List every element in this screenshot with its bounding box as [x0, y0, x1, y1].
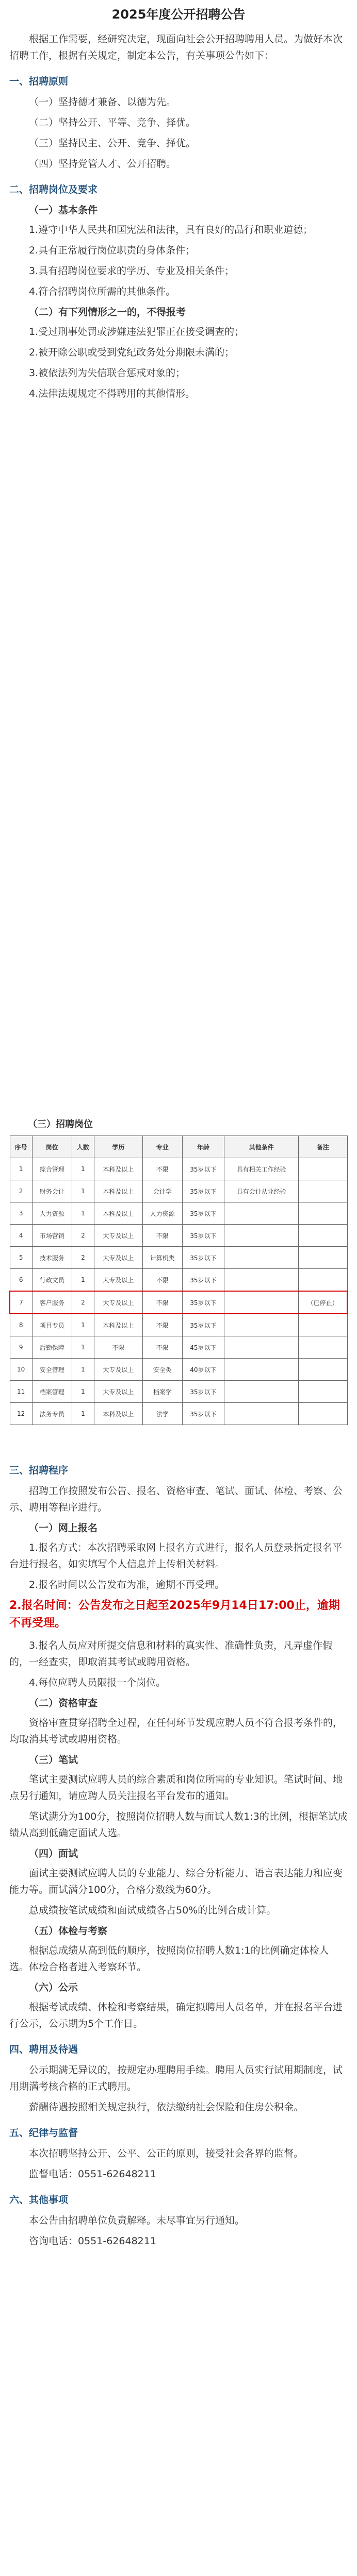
table-cell: [224, 1359, 299, 1381]
table-row: [10, 1291, 347, 1314]
table-cell: 具有会计从业经验: [224, 1180, 299, 1202]
table-cell: 具有相关工作经验: [224, 1158, 299, 1180]
table-cell: 35岁以下: [182, 1180, 224, 1202]
table-cell: [299, 1247, 347, 1269]
table-cell: 法务专员: [32, 1403, 72, 1425]
paragraph: 薪酬待遇按照相关规定执行，依法缴纳社会保险和住房公积金。: [29, 2102, 304, 2113]
table-cell: 综合管理: [32, 1158, 72, 1180]
table-cell: 40岁以下: [182, 1359, 224, 1381]
list-item: 4.符合招聘岗位所需的其他条件。: [29, 286, 176, 297]
paragraph: 3.报名人员应对所提交信息和材料的真实性、准确性负责，凡弄虚作假的，一经查实，即取消其考试或聘用资格。: [9, 1640, 333, 1668]
table-header: 序号: [10, 1136, 32, 1158]
table-cell: 会计学: [142, 1180, 182, 1202]
table-cell: 3: [10, 1202, 32, 1225]
table-cell: 11: [10, 1381, 32, 1403]
positions-table: [9, 1136, 348, 1425]
table-header: 专业: [142, 1136, 182, 1158]
table-cell: 35岁以下: [182, 1247, 224, 1269]
table-cell: [299, 1314, 347, 1336]
paragraph: 笔试满分为100分，按照岗位招聘人数与面试人数1:3的比例，根据笔试成绩从高到低确定面试人选。: [9, 1811, 348, 1839]
list-item: 4.法律法规规定不得聘用的其他情形。: [29, 388, 196, 399]
table-cell: 行政文员: [32, 1269, 72, 1292]
table-cell: 45岁以下: [182, 1336, 224, 1359]
table-row: [10, 1403, 347, 1425]
table-cell: 35岁以下: [182, 1269, 224, 1292]
subheading: （五）体检与考察: [29, 1925, 108, 1937]
table-cell: 1: [72, 1336, 94, 1359]
table-cell: [299, 1381, 347, 1403]
table-cell: 35岁以下: [182, 1202, 224, 1225]
table-cell: 法学: [142, 1403, 182, 1425]
table-cell: 不限: [142, 1269, 182, 1292]
table-row: [10, 1158, 347, 1180]
table-cell: [224, 1336, 299, 1359]
table-cell: [299, 1225, 347, 1247]
table-cell: 大专及以上: [94, 1225, 143, 1247]
table-cell: 1: [72, 1359, 94, 1381]
table-cell: 6: [10, 1269, 32, 1292]
table-cell: 财务会计: [32, 1180, 72, 1202]
table-cell: 7: [10, 1291, 32, 1314]
table-cell: 35岁以下: [182, 1381, 224, 1403]
paragraph: 根据总成绩从高到低的顺序，按照岗位招聘人数1:1的比例确定体检人选。体检合格者进入考察环节。: [9, 1945, 329, 1973]
table-cell: 项目专员: [32, 1314, 72, 1336]
table-row: [10, 1359, 347, 1381]
table-cell: 大专及以上: [94, 1269, 143, 1292]
list-item: （一）坚持德才兼备、以德为先。: [29, 96, 176, 108]
table-header-row: [10, 1136, 347, 1158]
paragraph: 公示期满无异议的，按规定办理聘用手续。聘用人员实行试用期制度，试用期满考核合格的正式聘用。: [9, 2064, 343, 2092]
table-cell: [299, 1180, 347, 1202]
intro-paragraph: 根据工作需要，经研究决定，现面向社会公开招聘聘用人员。为做好本次招聘工作，根据有关规定，制定本公告，有关事项公告如下：: [9, 33, 343, 61]
table-cell: 1: [72, 1381, 94, 1403]
section-1-heading: 一、招聘原则: [9, 76, 69, 87]
paragraph: 1.报名方式：本次招聘采取网上报名方式进行，报名人员登录指定报名平台进行报名，如实填写个人信息并上传相关材料。: [9, 1542, 343, 1570]
positions-table-section: [9, 1108, 348, 1425]
table-cell: 不限: [142, 1225, 182, 1247]
table-cell: [224, 1381, 299, 1403]
section-5-heading: 五、纪律与监督: [9, 2127, 78, 2139]
phone-line: 监督电话：0551-62648211: [29, 2168, 156, 2180]
table-cell: （已停止）: [299, 1291, 347, 1314]
table-cell: 9: [10, 1336, 32, 1359]
table-header: 其他条件: [224, 1136, 299, 1158]
list-item: 3.具有招聘岗位要求的学历、专业及相关条件；: [29, 265, 235, 277]
section-4-heading: 四、聘用及待遇: [9, 2044, 78, 2055]
paragraph: 4.每位应聘人员限报一个岗位。: [29, 1677, 166, 1688]
table-cell: 不限: [142, 1336, 182, 1359]
table-cell: 12: [10, 1403, 32, 1425]
subheading: （二）有下列情形之一的，不得报考: [29, 307, 186, 318]
table-cell: [299, 1359, 347, 1381]
page-title: 2025年度公开招聘公告: [111, 7, 246, 22]
table-cell: 5: [10, 1247, 32, 1269]
table-cell: 档案管理: [32, 1381, 72, 1403]
table-cell: 档案学: [142, 1381, 182, 1403]
table-cell: 8: [10, 1314, 32, 1336]
table-row: [10, 1269, 347, 1292]
table-cell: 人力资源: [32, 1202, 72, 1225]
table-cell: 1: [72, 1158, 94, 1180]
table-header: 备注: [299, 1136, 347, 1158]
table-row: [10, 1180, 347, 1202]
table-cell: 安全类: [142, 1359, 182, 1381]
subheading: （三）笔试: [29, 1754, 78, 1766]
table-header: 年龄: [182, 1136, 224, 1158]
list-item: 2.具有正常履行岗位职责的身体条件；: [29, 245, 196, 256]
table-cell: 不限: [94, 1336, 143, 1359]
paragraph: 本公告由招聘单位负责解释。未尽事宜另行通知。: [29, 2215, 245, 2226]
table-cell: 不限: [142, 1291, 182, 1314]
table-cell: 大专及以上: [94, 1381, 143, 1403]
table-cell: 安全管理: [32, 1359, 72, 1381]
table-cell: 市场营销: [32, 1225, 72, 1247]
table-cell: [224, 1403, 299, 1425]
table-cell: 技术服务: [32, 1247, 72, 1269]
table-cell: 4: [10, 1225, 32, 1247]
table-cell: 2: [72, 1291, 94, 1314]
paragraph: 资格审查贯穿招聘全过程，在任何环节发现应聘人员不符合报考条件的，均取消其考试或聘用资格。: [9, 1717, 343, 1745]
table-cell: 不限: [142, 1158, 182, 1180]
table-cell: 本科及以上: [94, 1180, 143, 1202]
table-cell: 大专及以上: [94, 1291, 143, 1314]
table-cell: 1: [72, 1314, 94, 1336]
table-cell: 1: [72, 1180, 94, 1202]
table-cell: 客户服务: [32, 1291, 72, 1314]
table-cell: [299, 1158, 347, 1180]
table-row: [10, 1336, 347, 1359]
paragraph: 根据考试成绩、体检和考察结果，确定拟聘用人员名单，并在报名平台进行公示，公示期为5个工作日。: [9, 2002, 343, 2029]
content-part-2: [9, 1453, 348, 2253]
list-item: （四）坚持党管人才、公开招聘。: [29, 158, 176, 170]
table-cell: 1: [10, 1158, 32, 1180]
list-item: （二）坚持公开、平等、竞争、择优。: [29, 117, 196, 128]
table-row: [10, 1225, 347, 1247]
table-cell: [224, 1202, 299, 1225]
table-cell: 35岁以下: [182, 1314, 224, 1336]
table-cell: 计算机类: [142, 1247, 182, 1269]
section-6-heading: 六、其他事项: [9, 2194, 69, 2206]
phone-line: 咨询电话：0551-62648211: [29, 2235, 156, 2247]
subheading: （一）网上报名: [29, 1522, 98, 1534]
subheading: （六）公示: [29, 1982, 78, 1993]
table-cell: 35岁以下: [182, 1225, 224, 1247]
table-cell: 2: [72, 1247, 94, 1269]
table-cell: [299, 1269, 347, 1292]
table-cell: 1: [72, 1269, 94, 1292]
table-cell: 不限: [142, 1314, 182, 1336]
table-cell: [299, 1202, 347, 1225]
table-header: 岗位: [32, 1136, 72, 1158]
table-cell: 1: [72, 1202, 94, 1225]
paragraph: 总成绩按笔试成绩和面试成绩各占50%的比例合成计算。: [29, 1905, 277, 1916]
list-item: 1.遵守中华人民共和国宪法和法律，具有良好的品行和职业道德；: [29, 224, 313, 235]
table-caption: （三）招聘岗位: [28, 1119, 93, 1130]
table-cell: 35岁以下: [182, 1403, 224, 1425]
subheading: （一）基本条件: [29, 205, 98, 216]
table-cell: 1: [72, 1403, 94, 1425]
table-cell: [224, 1247, 299, 1269]
content-part-1: [9, 31, 348, 406]
table-row: [10, 1314, 347, 1336]
table-cell: 本科及以上: [94, 1403, 143, 1425]
section-3-heading: 三、招聘程序: [9, 1465, 69, 1476]
table-cell: 35岁以下: [182, 1291, 224, 1314]
subheading: （二）资格审查: [29, 1698, 98, 1709]
table-row: [10, 1202, 347, 1225]
table-cell: 后勤保障: [32, 1336, 72, 1359]
table-cell: [224, 1269, 299, 1292]
table-cell: [299, 1336, 347, 1359]
list-item: 3.被依法列为失信联合惩戒对象的；: [29, 367, 186, 379]
table-cell: 本科及以上: [94, 1158, 143, 1180]
list-item: 1.受过刑事处罚或涉嫌违法犯罪正在接受调查的；: [29, 326, 245, 337]
table-row: [10, 1381, 347, 1403]
table-cell: 人力资源: [142, 1202, 182, 1225]
table-header: 人数: [72, 1136, 94, 1158]
table-cell: [224, 1225, 299, 1247]
section-2-heading: 二、招聘岗位及要求: [9, 184, 98, 195]
table-cell: 大专及以上: [94, 1247, 143, 1269]
list-item: 2.被开除公职或受到党纪政务处分期限未满的；: [29, 347, 235, 358]
paragraph: 笔试主要测试应聘人员的综合素质和岗位所需的专业知识。笔试时间、地点另行通知，请应聘人员关注报名平台发布的通知。: [9, 1774, 343, 1802]
table-cell: 大专及以上: [94, 1359, 143, 1381]
table-cell: 2: [72, 1225, 94, 1247]
table-row: [10, 1247, 347, 1269]
table-cell: 2: [10, 1180, 32, 1202]
paragraph: 本次招聘坚持公开、公平、公正的原则，接受社会各界的监督。: [29, 2148, 304, 2159]
deadline-notice: 2.报名时间：公告发布之日起至2025年9月14日17:00止，逾期不再受理。: [9, 1599, 340, 1630]
table-cell: 本科及以上: [94, 1314, 143, 1336]
list-item: （三）坚持民主、公开、竞争、择优。: [29, 138, 196, 149]
table-cell: [224, 1314, 299, 1336]
table-cell: 35岁以下: [182, 1158, 224, 1180]
table-cell: 10: [10, 1359, 32, 1381]
subheading: （四）面试: [29, 1848, 78, 1859]
table-header: 学历: [94, 1136, 143, 1158]
table-cell: 本科及以上: [94, 1202, 143, 1225]
paragraph: 招聘工作按照发布公告、报名、资格审查、笔试、面试、体检、考察、公示、聘用等程序进行。: [9, 1485, 343, 1513]
table-cell: [224, 1291, 299, 1314]
paragraph: 面试主要测试应聘人员的专业能力、综合分析能力、语言表达能力和应变能力等。面试满分100分，合格分数线为60分。: [9, 1868, 343, 1895]
table-cell: [299, 1403, 347, 1425]
paragraph: 2.报名时间以公告发布为准，逾期不再受理。: [29, 1579, 225, 1590]
